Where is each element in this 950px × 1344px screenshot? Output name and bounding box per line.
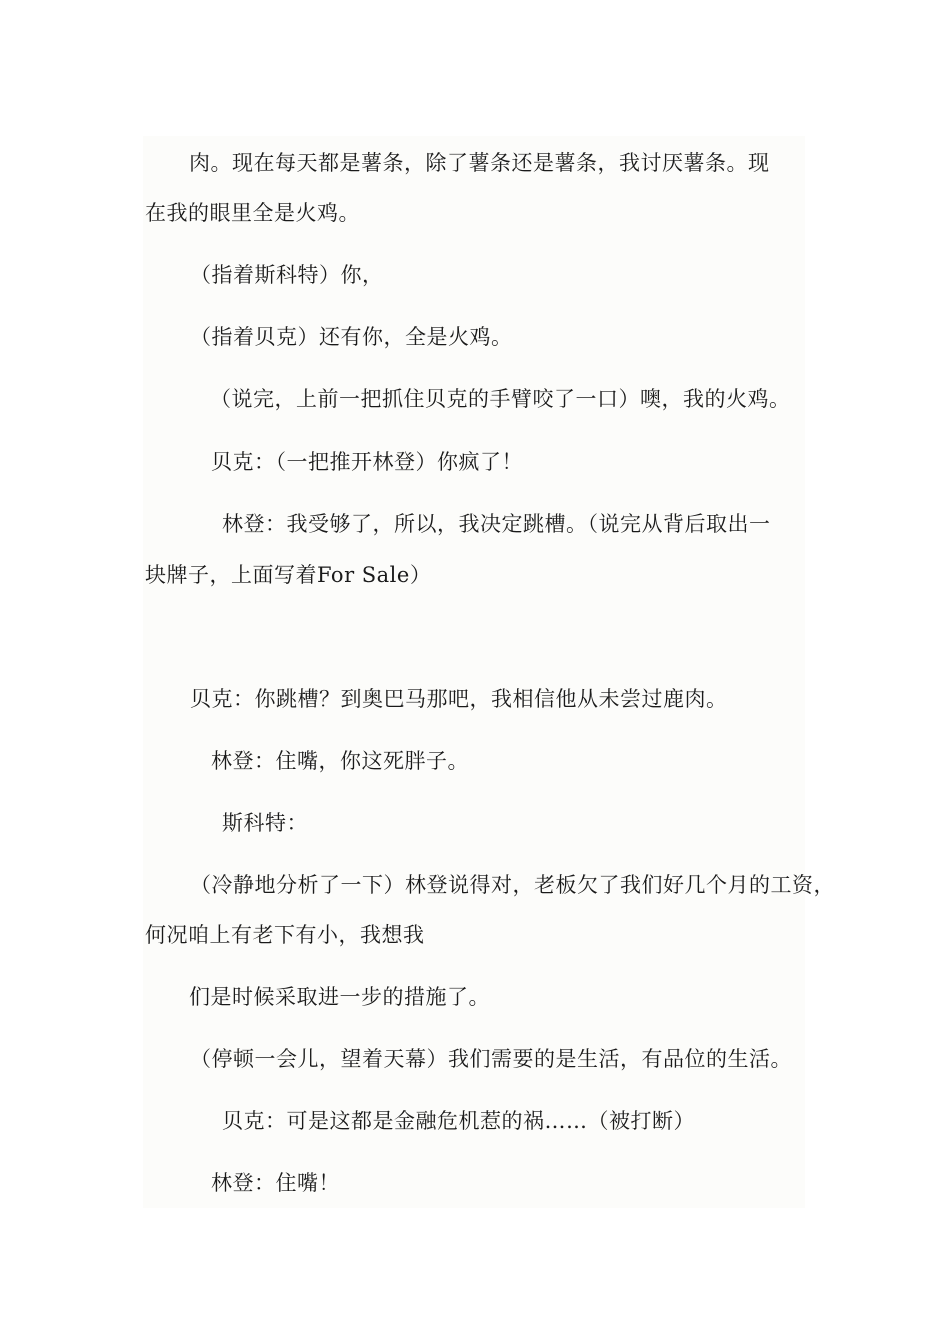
text-line-6: 贝克：（一把推开林登）你疯了！ [211,450,523,474]
text-line-14: 们是时候采取进一步的措施了。 [189,985,490,1009]
text-line-8: 块牌子，上面写着For Sale） [145,563,432,587]
text-line-9: 贝克：你跳槽？到奥巴马那吧，我相信他从未尝过鹿肉。 [190,687,728,711]
text-line-16: 贝克：可是这都是金融危机惹的祸……（被打断） [222,1109,695,1133]
text-line-12: （冷静地分析了一下）林登说得对，老板欠了我们好几个月的工资， [190,873,835,897]
text-line-4: （指着贝克）还有你，全是火鸡。 [190,325,513,349]
text-line-1: 肉。现在每天都是薯条，除了薯条还是薯条，我讨厌薯条。现 [189,151,770,175]
text-line-11: 斯科特： [222,811,308,835]
text-line-13: 何况咱上有老下有小，我想我 [145,923,425,947]
text-line-15: （停顿一会儿，望着天幕）我们需要的是生活，有品位的生活。 [190,1047,792,1071]
text-line-3: （指着斯科特）你， [190,263,384,287]
text-line-7: 林登：我受够了，所以，我决定跳槽。（说完从背后取出一 [222,512,771,536]
text-line-10: 林登：住嘴，你这死胖子。 [211,749,469,773]
text-line-17: 林登：住嘴！ [211,1171,340,1195]
text-line-5: （说完，上前一把抓住贝克的手臂咬了一口）噢，我的火鸡。 [210,387,791,411]
text-line-2: 在我的眼里全是火鸡。 [145,201,360,225]
